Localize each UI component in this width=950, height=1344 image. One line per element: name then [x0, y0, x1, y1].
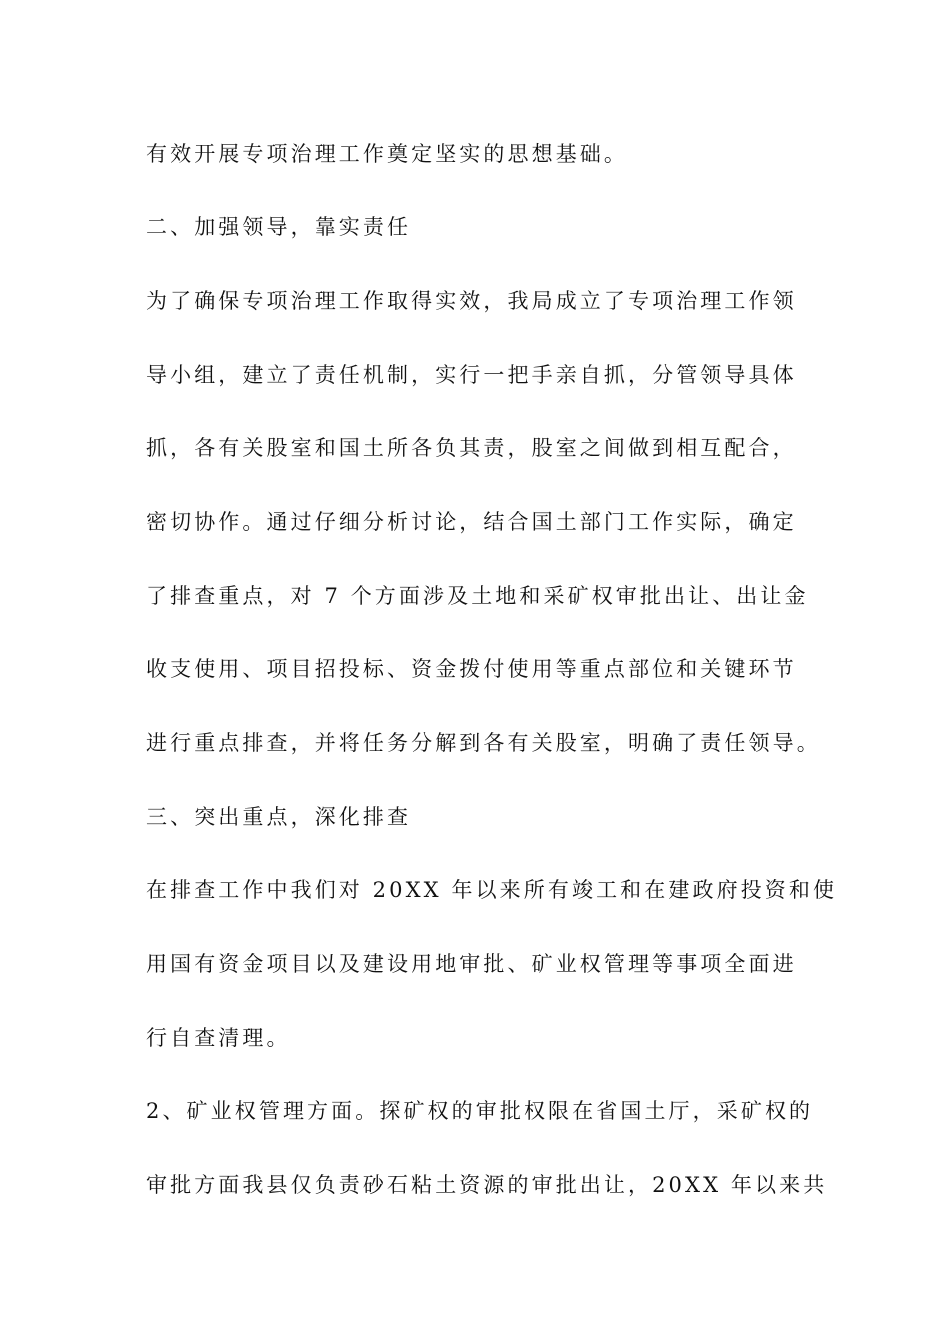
section-heading: 三、突出重点，深化排查 — [146, 805, 412, 829]
paragraph-line: 为了确保专项治理工作取得实效，我局成立了专项治理工作领 — [146, 289, 797, 313]
section-heading: 二、加强领导，靠实责任 — [146, 215, 412, 239]
paragraph-line: 抓，各有关股室和国土所各负其责，股室之间做到相互配合， — [146, 436, 797, 460]
paragraph-line: 在排查工作中我们对 20XX 年以来所有竣工和在建政府投资和使 — [146, 878, 838, 902]
paragraph-line: 了排查重点，对 7 个方面涉及土地和采矿权审批出让、出让金 — [146, 584, 809, 608]
paragraph-line: 行自查清理。 — [146, 1026, 291, 1050]
paragraph-line: 收支使用、项目招投标、资金拨付使用等重点部位和关键环节 — [146, 657, 797, 681]
paragraph-line: 审批方面我县仅负责砂石粘土资源的审批出让，20XX 年以来共 — [146, 1173, 828, 1197]
paragraph-line: 进行重点排查，并将任务分解到各有关股室，明确了责任领导。 — [146, 731, 821, 755]
paragraph-line: 密切协作。通过仔细分析讨论，结合国土部门工作实际，确定 — [146, 510, 797, 534]
paragraph-line: 有效开展专项治理工作奠定坚实的思想基础。 — [146, 142, 628, 166]
paragraph-line: 导小组，建立了责任机制，实行一把手亲自抓，分管领导具体 — [146, 363, 797, 387]
paragraph-line: 2、矿业权管理方面。探矿权的审批权限在省国土厅，采矿权的 — [146, 1099, 814, 1123]
paragraph-line: 用国有资金项目以及建设用地审批、矿业权管理等事项全面进 — [146, 952, 797, 976]
